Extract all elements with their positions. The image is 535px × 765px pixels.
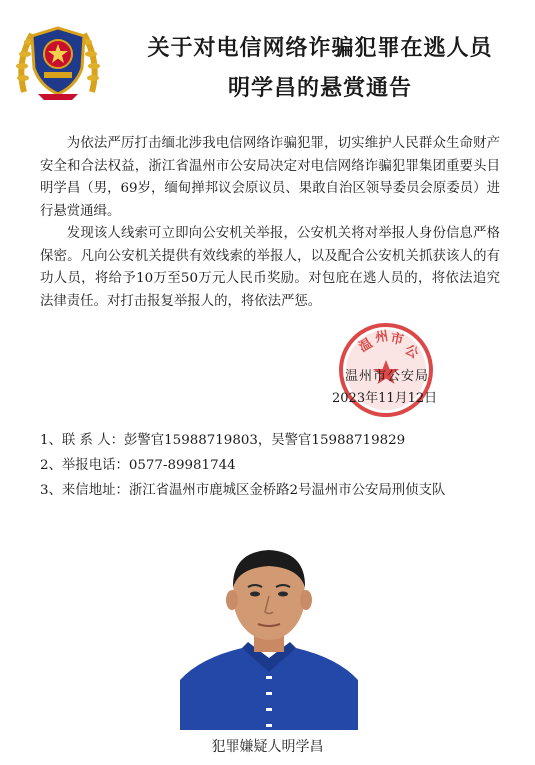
issuing-organization: 温州市公安局 [345, 369, 430, 384]
suspect-photo [180, 530, 358, 730]
notice-title [120, 28, 520, 108]
mailing-address: 3、来信地址：浙江省温州市鹿城区金桥路2号温州市公安局刑侦支队 [40, 483, 446, 498]
notice-body [40, 133, 500, 313]
svg-text:公: 公 [402, 342, 421, 362]
body-paragraph-1: 为依法严厉打击缅北涉我电信网络诈骗犯罪，切实维护人民群众生命财产安全和合法权益，浙江省温州市公安局决定对电信网络诈骗犯罪集团重要头目明学昌（男，69岁，缅甸掸邦议会原议员、果敢自治区领导委员会原委员）进行悬赏通缉。 [40, 136, 500, 219]
svg-text:州: 州 [374, 328, 390, 346]
svg-text:温: 温 [356, 335, 376, 356]
issue-date: 2023年11月12日 [332, 391, 438, 406]
contact-person: 1、联 系 人：彭警官15988719803，吴警官15988719829 [40, 433, 406, 448]
title-line-2: 明学昌的悬赏通告 [227, 75, 412, 101]
contact-list [40, 428, 500, 503]
police-emblem-icon [14, 22, 102, 102]
report-phone: 2、举报电话：0577-89981744 [40, 458, 236, 473]
title-line-1: 关于对电信网络诈骗犯罪在逃人员 [147, 35, 493, 61]
photo-caption: 犯罪嫌疑人明学昌 [211, 739, 324, 755]
body-paragraph-2: 发现该人线索可立即向公安机关举报，公安机关将对举报人身份信息严格保密。凡向公安机关提供有效线索的举报人，以及配合公安机关抓获该人的有功人员，将给予10万至50万元人民币奖励。对包庇在逃人员的，将依法追究法律责任。对打击报复举报人的，将依法严惩。 [40, 226, 500, 309]
svg-text:市: 市 [389, 331, 405, 349]
